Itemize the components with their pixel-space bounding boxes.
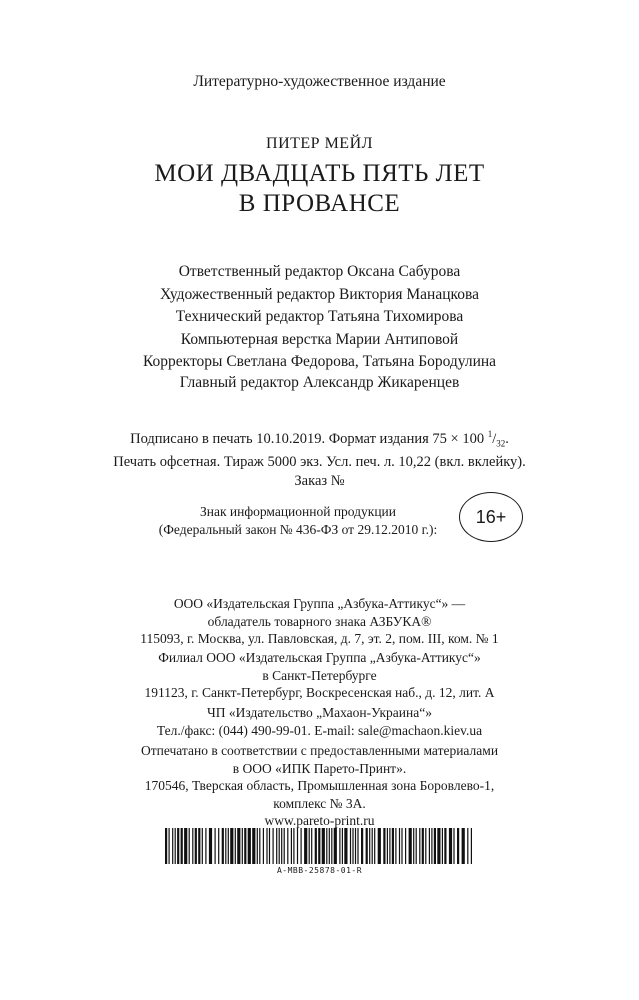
barcode-bar [361, 828, 363, 864]
barcode-bar [235, 828, 236, 864]
printer-line: комплекс № 3А. [273, 795, 366, 811]
staff-line: Корректоры Светлана Федорова, Татьяна Бородулина [142, 353, 497, 370]
barcode-bar [334, 828, 337, 864]
print-details [0, 425, 639, 490]
print-line: Заказ № [294, 472, 345, 489]
barcode-bar [318, 828, 320, 864]
format-fraction-denominator: 32 [496, 438, 506, 449]
barcode-bar [181, 828, 183, 864]
printer-line: www.pareto-print.ru [264, 813, 375, 828]
info-sign-line: Знак информационной продукции [199, 504, 397, 519]
barcode-bar [416, 828, 417, 864]
barcode-bar [169, 828, 170, 864]
genre-label: Литературно-художественное издание [193, 73, 446, 90]
barcode-bar [225, 828, 226, 864]
print-line: Печать офсетная. Тираж 5000 экз. Усл. печ. л. 10,22 (вкл. вклейку). [113, 454, 526, 471]
editorial-staff [0, 261, 639, 374]
barcode-bar [355, 828, 356, 864]
barcode-bar [366, 828, 368, 864]
format-fraction-numerator: 1 [487, 429, 493, 439]
barcode-bar [237, 828, 240, 864]
barcode-bar [378, 828, 381, 864]
publisher-branch-block [0, 649, 639, 702]
printer-line: Отпечатано в соответствии с предоставленными материалами [140, 743, 499, 758]
barcode-bar [457, 828, 459, 864]
barcode-bar [369, 828, 370, 864]
barcode-bar [405, 828, 406, 864]
staff-line: Технический редактор Татьяна Тихомирова [175, 308, 464, 325]
publisher-line: 191123, г. Санкт-Петербург, Воскресенская наб., д. 12, лит. А [144, 685, 495, 700]
barcode-bar [453, 828, 454, 864]
barcode-bar [209, 828, 212, 864]
barcode-bar [389, 828, 390, 864]
barcode-caption: A-MBB-25878-01-R [276, 866, 363, 875]
barcode-bar [242, 828, 243, 864]
barcode-bar [350, 828, 351, 864]
printer-line: 170546, Тверская область, Промышленная зона Боровлево-1, [144, 778, 495, 793]
barcode-bar [374, 828, 375, 864]
book-title-line: В ПРОВАНСЕ [238, 190, 401, 217]
barcode-bar [215, 828, 216, 864]
barcode-bar [230, 828, 233, 864]
barcode-bar [431, 828, 432, 864]
publisher-line: Тел./факс: (044) 490-99-01. E-mail: sale@machaon.kiev.ua [156, 722, 483, 738]
barcode-bar [284, 828, 285, 864]
barcode-bar [218, 828, 219, 864]
barcode-bar [311, 828, 312, 864]
barcode-bar [449, 828, 452, 864]
book-title-line: МОИ ДВАДЦАТЬ ПЯТЬ ЛЕТ [154, 160, 485, 187]
staff-line: Художественный редактор Виктория Манацкова [160, 285, 479, 303]
barcode-bar [291, 828, 292, 864]
publisher-block [0, 595, 639, 648]
barcode-bar [273, 828, 274, 864]
publisher-line: Филиал ООО «Издательская Группа „Азбука-Аттикус“» [158, 650, 481, 665]
barcode-bar [467, 828, 468, 864]
barcode-bar [269, 828, 270, 864]
info-sign-text [138, 503, 458, 539]
barcode [165, 828, 475, 864]
barcode-bar [329, 828, 330, 864]
barcode-bar [276, 828, 277, 864]
barcode-bar [293, 828, 294, 864]
barcode-bar [301, 828, 302, 864]
barcode-bar [413, 828, 414, 864]
barcode-bar [409, 828, 412, 864]
barcode-bar [444, 828, 446, 864]
publisher-line: ЧП «Издательство „Махаон-Украина“» [207, 705, 432, 720]
barcode-bar [287, 828, 288, 864]
barcode-bar [175, 828, 176, 864]
barcode-bar [419, 828, 420, 864]
barcode-bar [339, 828, 340, 864]
barcode-bar [442, 828, 443, 864]
barcode-bar [222, 828, 224, 864]
barcode-bar [165, 828, 167, 864]
barcode-bar [383, 828, 385, 864]
publisher-line: 115093, г. Москва, ул. Павловская, д. 7, эт. 2, пом. III, ком. № 1 [140, 631, 499, 646]
barcode-bar [198, 828, 200, 864]
barcode-bar [172, 828, 173, 864]
printer-block [0, 742, 639, 830]
barcode-bar [192, 828, 193, 864]
publisher-line: ООО «Издательская Группа „Азбука-Аттикус“» — [173, 596, 466, 611]
barcode-bar [357, 828, 358, 864]
barcode-bar [309, 828, 310, 864]
barcode-bar [297, 828, 298, 864]
barcode-bar [263, 828, 264, 864]
barcode-bar [322, 828, 325, 864]
barcode-bar [304, 828, 307, 864]
staff-line: Ответственный редактор Оксана Сабурова [178, 263, 461, 280]
barcode-bar [244, 828, 246, 864]
barcode-bar [279, 828, 280, 864]
chief-editor: Главный редактор Александр Жикаренцев [179, 374, 460, 391]
barcode-bar [429, 828, 430, 864]
barcode-bar [462, 828, 465, 864]
barcode-bar [177, 828, 179, 864]
barcode-bar [202, 828, 203, 864]
publisher-ukraine-block [0, 704, 639, 739]
barcode-bar [195, 828, 197, 864]
age-rating-badge: 16+ [459, 492, 523, 542]
staff-line: Компьютерная верстка Марии Антиповой [180, 330, 459, 348]
barcode-bar [259, 828, 260, 864]
publisher-line: в Санкт-Петербурге [262, 667, 377, 683]
author-name: ПИТЕР МЕЙЛ [266, 135, 373, 152]
barcode-bar [471, 828, 472, 864]
barcode-bar [437, 828, 440, 864]
barcode-bar [315, 828, 317, 864]
barcode-bar [257, 828, 258, 864]
barcode-bar [189, 828, 190, 864]
printer-line: в ООО «ИПК Парето-Принт». [232, 760, 407, 776]
barcode-bar [331, 828, 332, 864]
publisher-line: обладатель товарного знака АЗБУКА® [207, 613, 432, 629]
info-sign-line: (Федеральный закон № 436-ФЗ от 29.12.2010 г.): [158, 522, 438, 537]
barcode-bar [342, 828, 343, 864]
barcode-bar [228, 828, 229, 864]
barcode-bar [399, 828, 400, 864]
barcode-bar [205, 828, 206, 864]
barcode-bar [326, 828, 327, 864]
barcode-bar [281, 828, 282, 864]
barcode-bar [425, 828, 426, 864]
barcode-bar [401, 828, 402, 864]
barcode-bar [395, 828, 396, 864]
print-line: Подписано в печать 10.10.2019. Формат издания 75 × 100 $^1/_{32}$. [130, 429, 509, 449]
barcode-bar [372, 828, 373, 864]
barcode-bar [252, 828, 255, 864]
barcode-bar [248, 828, 251, 864]
barcode-bar [422, 828, 424, 864]
barcode-bar [434, 828, 436, 864]
barcode-bar [387, 828, 388, 864]
barcode-bar [344, 828, 347, 864]
barcode-bar [392, 828, 394, 864]
print-format-end: . [505, 430, 509, 447]
barcode-bar [352, 828, 353, 864]
book-title [0, 159, 639, 219]
print-format-text: Подписано в печать 10.10.2019. Формат издания 75 × 100 [130, 430, 488, 447]
barcode-bar [184, 828, 187, 864]
barcode-bar [266, 828, 267, 864]
